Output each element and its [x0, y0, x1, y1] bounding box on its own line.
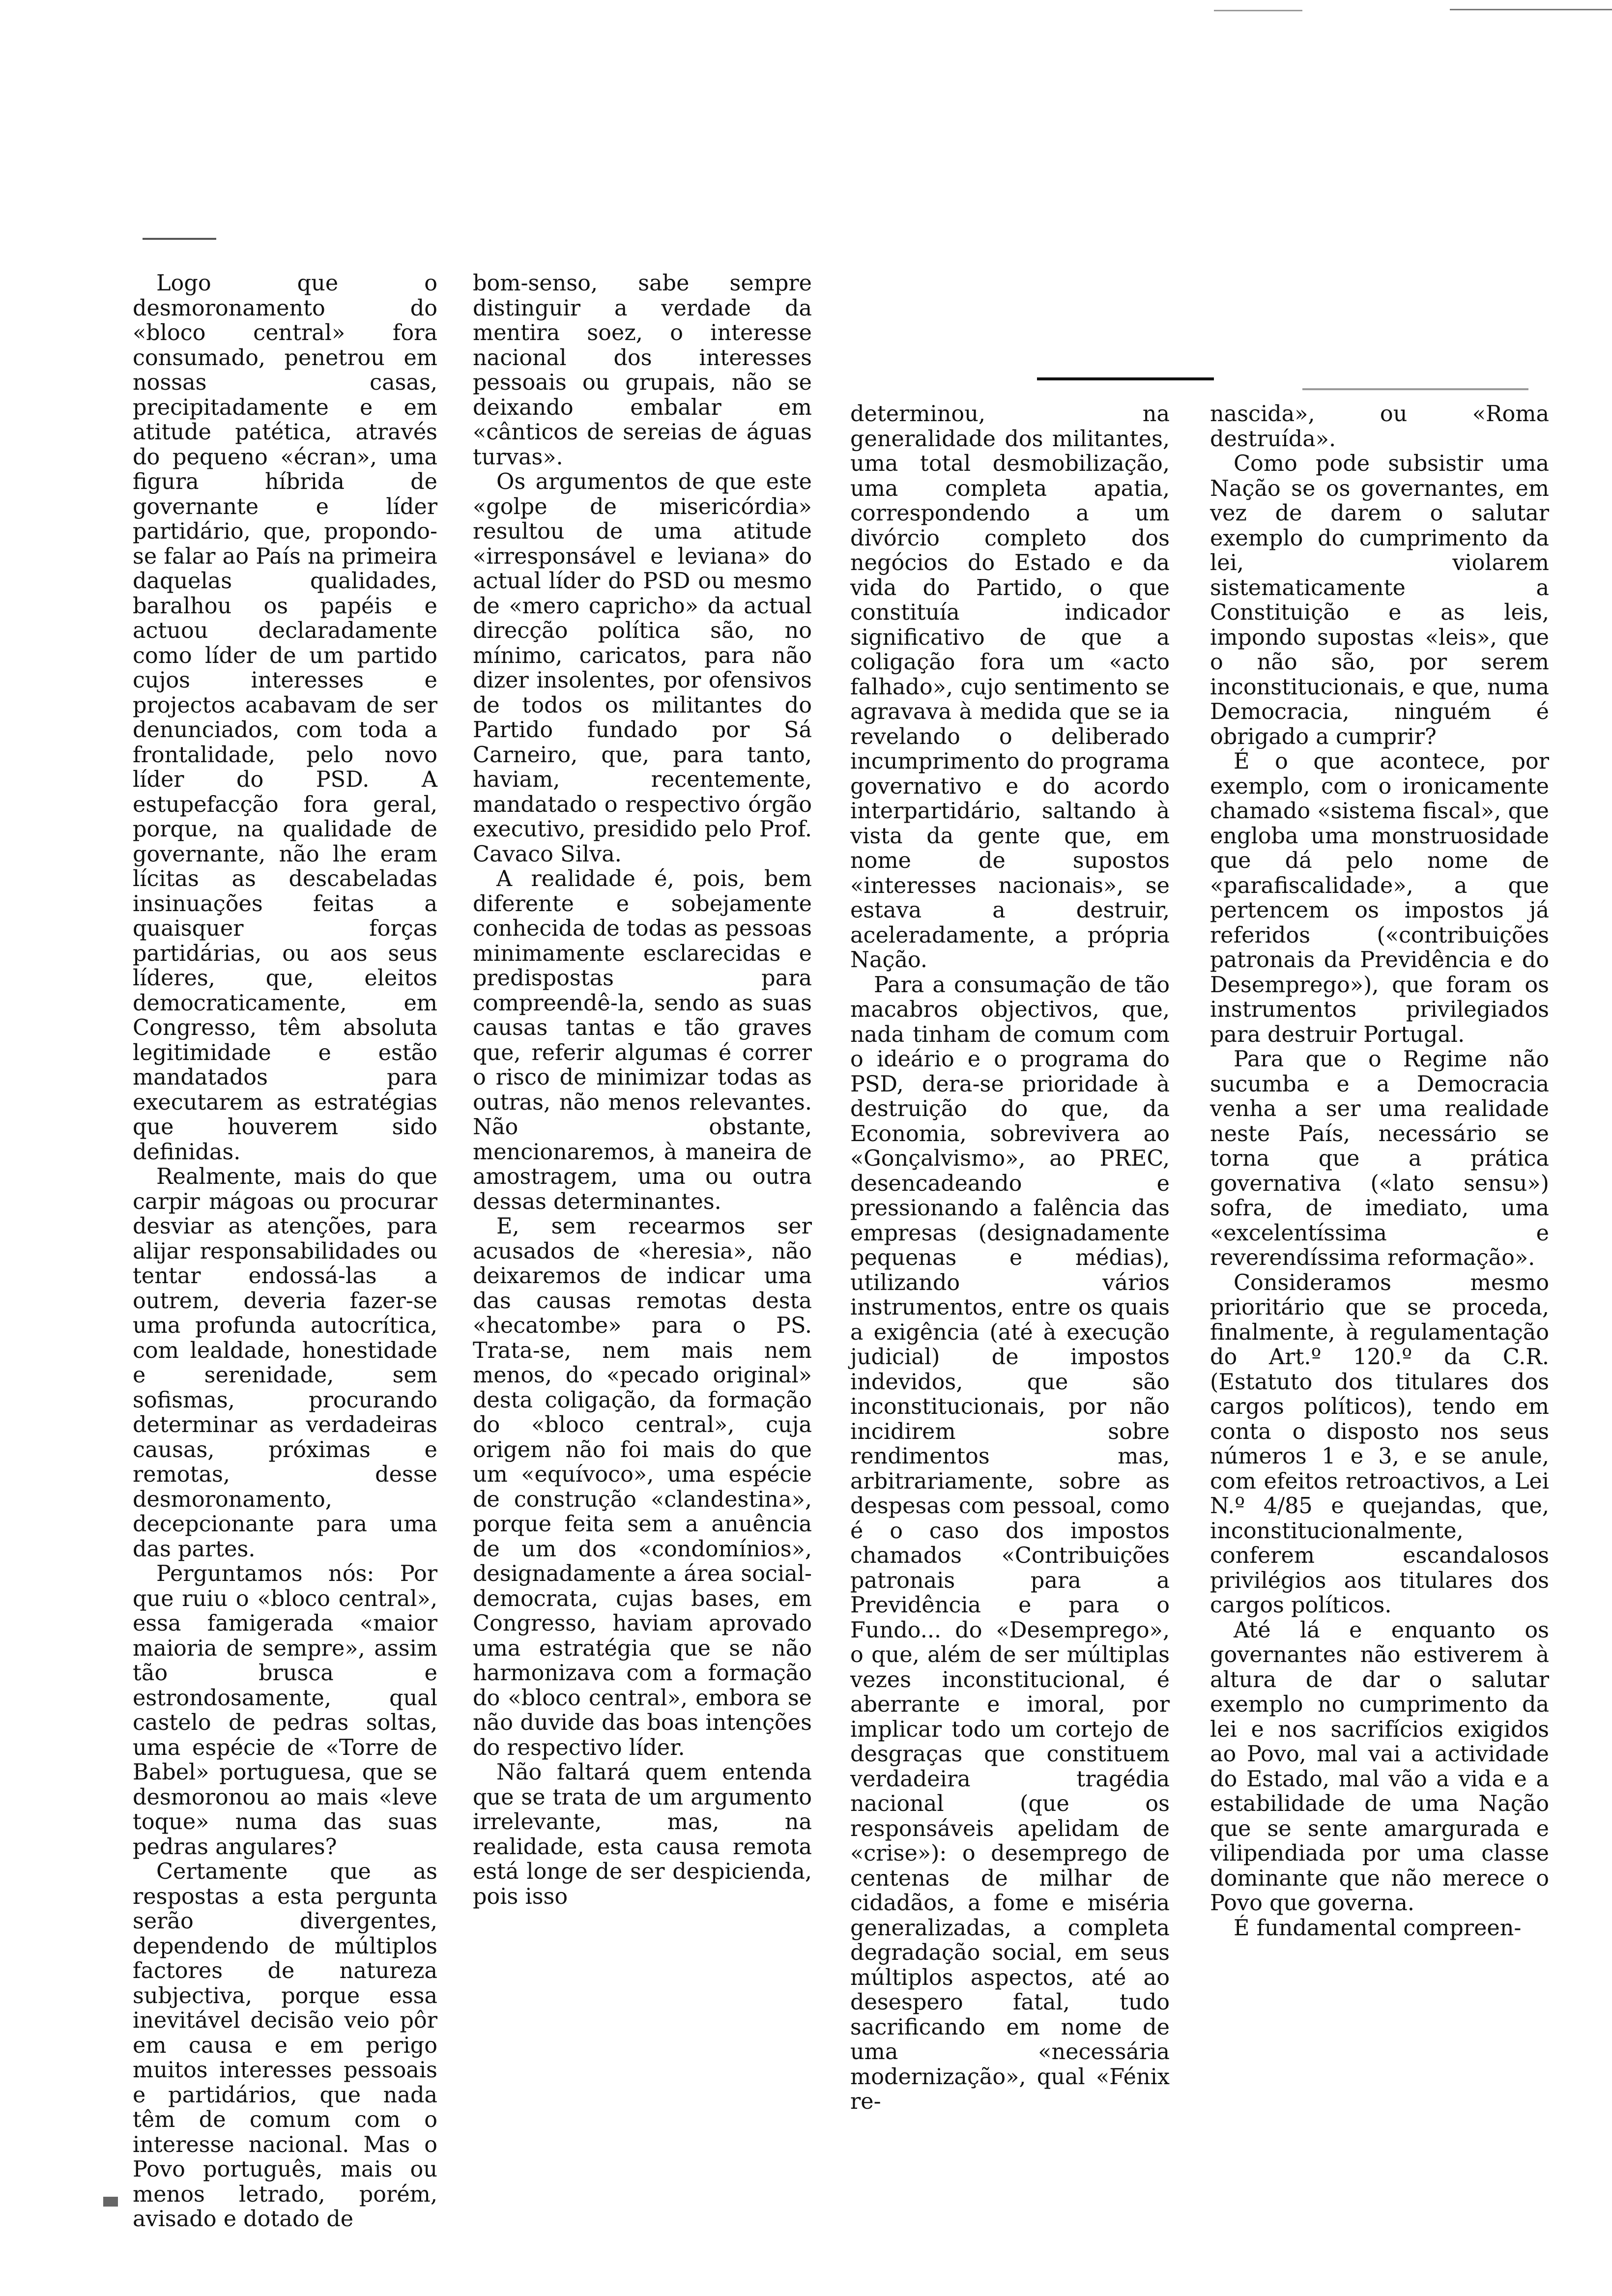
paragraph: Para a consumação de tão macabros objectivos, que, nada tinham de comum com o ideário e o programa do PSD, dera-se prioridade à destruição do que, da Economia, sobrevivera ao «Gonçalvismo», ao PREC, desencadeando e pressionando a falência das empresas (designadamente pequenas e médias), utilizando vários instrumentos, entre os quais a exigência (até à execução judicial) de impostos indevidos, que são inconstitucionais, por não incidirem sobre rendimentos mas, arbitrariamente, sobre as despesas com pessoal, como é o caso dos impostos chamados «Contribuições patronais para a Previdência e para o Fundo... do «Desemprego», o que, além de ser múltiplas vezes inconstitucional, é aberrante e imoral, por implicar todo um cortejo de desgraças que constituem verdadeira tragédia nacional (que os responsáveis apelidam de «crise»): o desemprego de centenas de milhar de cidadãos, a fome e miséria generalizadas, a completa degradação social, em seus múltiplos aspectos, até ao desespero fatal, tudo sacrificando em nome de uma «necessária modernização», qual «Fénix re- [850, 972, 1170, 2114]
scan-edge-line-2 [1214, 10, 1302, 11]
paragraph: É o que acontece, por exemplo, com o ironicamente chamado «sistema fiscal», que engloba uma monstruosidade que dá pelo nome de «parafiscalidade», a que pertencem os impostos já referidos («contribuições patronais da Previdência e do Desemprego»), que foram os instrumentos privilegiados para destruir Portugal. [1210, 749, 1549, 1047]
article-column-3 [850, 402, 1170, 2115]
paragraph: Para que o Regime não sucumba e a Democracia venha a ser uma realidade neste País, necessário se torna que a prática governativa («lato sensu») sofra, de imediato, uma «excelentíssima e reverendíssima reformação». [1210, 1047, 1549, 1270]
article-column-2 [473, 271, 812, 1909]
paragraph: Como pode subsistir uma Nação se os governantes, em vez de darem o salutar exemplo do cumprimento da lei, violarem sistematicamente a Constituição e as leis, impondo supostas «leis», que o não são, por serem inconstitucionais, e que, numa Democracia, ninguém é obrigado a cumprir? [1210, 451, 1549, 749]
scan-smudge [143, 238, 216, 240]
paragraph-continued: determinou, na generalidade dos militantes, uma total desmobilização, uma completa apatia, correspondendo a um divórcio completo dos negócios do Estado e da vida do Partido, o que constituía indicador significativo de que a coligação fora um «acto falhado», cujo sentimento se agravava à medida que se ia revelando o deliberado incumprimento do programa governativo e do acordo interpartidário, saltando à vista da gente que, em nome de supostos «interesses nacionais», se estava a destruir, aceleradamente, a própria Nação. [850, 402, 1170, 973]
paragraph: A realidade é, pois, bem diferente e sobejamente conhecida de todas as pessoas minimamente esclarecidas e predispostas para compreendê-la, sendo as suas causas tantas e tão graves que, referir algumas é correr o risco de minimizar todas as outras, não menos relevantes. Não obstante, mencionaremos, à maneira de amostragem, uma ou outra dessas determinantes. [473, 866, 812, 1214]
column-separator-rule [1037, 377, 1214, 380]
paragraph: Certamente que as respostas a esta pergunta serão divergentes, dependendo de múltiplos factores de natureza subjectiva, porque essa inevitável decisão veio pôr em causa e em perigo muitos interesses pessoais e partidários, que nada têm de comum com o interesse nacional. Mas o Povo português, mais ou menos letrado, porém, avisado e dotado de [133, 1859, 437, 2232]
scan-smudge-3 [103, 2197, 118, 2207]
paragraph: Não faltará quem entenda que se trata de um argumento irrelevante, mas, na realidade, esta causa remota está longe de ser despicienda, pois isso [473, 1760, 812, 1909]
article-column-1 [133, 271, 437, 2232]
paragraph: Os argumentos de que este «golpe de misericórdia» resultou de uma atitude «irresponsável e leviana» do actual líder do PSD ou mesmo de «mero capricho» da actual direcção política são, no mínimo, caricatos, para não dizer insolentes, por ofensivos de todos os militantes do Partido fundado por Sá Carneiro, que, para tanto, haviam, recentemente, mandatado o respectivo órgão executivo, presidido pelo Prof. Cavaco Silva. [473, 469, 812, 867]
paragraph: Realmente, mais do que carpir mágoas ou procurar desviar as atenções, para alijar responsabilidades ou tentar endossá-las a outrem, deveria fazer-se uma profunda autocrítica, com lealdade, honestidade e serenidade, sem sofismas, procurando determinar as verdadeiras causas, próximas e remotas, desse desmoronamento, decepcionante para uma das partes. [133, 1164, 437, 1562]
scan-edge-line [1450, 9, 1612, 10]
paragraph: É fundamental compreen- [1234, 1915, 1522, 1941]
article-column-4 [1210, 402, 1549, 1941]
paragraph: Até lá e enquanto os governantes não estiverem à altura de dar o salutar exemplo no cumprimento da lei e nos sacrifícios exigidos ao Povo, mal vai a actividade do Estado, mal vão a vida e a estabilidade de uma Nação que se sente amargurada e vilipendiada por uma classe dominante que não merece o Povo que governa. [1210, 1617, 1549, 1916]
paragraph-continued: bom-senso, sabe sempre distinguir a verdade da mentira soez, o interesse nacional dos interesses pessoais ou grupais, não se deixando embalar em «cânticos de sereias de águas turvas». [473, 271, 812, 470]
paragraph: Logo que o desmoronamento do «bloco central» fora consumado, penetrou em nossas casas, precipitadamente e em atitude patética, através do pequeno «écran», uma figura híbrida de governante e líder partidário, que, propondo-se falar ao País na primeira daquelas qualidades, baralhou os papéis e actuou declaradamente como líder de um partido cujos interesses e projectos acabavam de ser denunciados, com toda a frontalidade, pelo novo líder do PSD. A estupefacção fora geral, porque, na qualidade de governante, não lhe eram lícitas as descabeladas insinuações feitas a quaisquer forças partidárias, ou aos seus líderes, que, eleitos democraticamente, em Congresso, têm absoluta legitimidade e estão mandatados para executarem as estratégias que houverem sido definidas. [133, 271, 437, 1165]
paragraph: Perguntamos nós: Por que ruiu o «bloco central», essa famigerada «maior maioria de sempre», assim tão brusca e estrondosamente, qual castelo de pedras soltas, uma espécie de «Torre de Babel» portuguesa, que se desmoronou ao mais «leve toque» numa das suas pedras angulares? [133, 1561, 437, 1860]
paragraph: E, sem recearmos ser acusados de «heresia», não deixaremos de indicar uma das causas remotas desta «hecatombe» para o PS. Trata-se, nem mais nem menos, do «pecado original» desta coligação, da formação do «bloco central», cuja origem não foi mais do que um «equívoco», uma espécie de construção «clandestina», porque feita sem a anuência de um dos «condomínios», designadamente a área social-democrata, cujas bases, em Congresso, haviam aprovado uma estratégia que se não harmonizava com a formação do «bloco central», embora se não duvide das boas intenções do respectivo líder. [473, 1214, 812, 1760]
scan-smudge-2 [1302, 388, 1528, 390]
paragraph-continued: nascida», ou «Roma destruída». [1210, 402, 1549, 452]
paragraph: Consideramos mesmo prioritário que se proceda, finalmente, à regulamentação do Art.º 120.º da C.R. (Estatuto dos titulares dos cargos políticos), tendo em conta o disposto nos seus números 1 e 3, e se anule, com efeitos retroactivos, a Lei N.º 4/85 e quejandas, que, inconstitucionalmente, conferem escandalosos privilégios aos titulares dos cargos políticos. [1210, 1270, 1549, 1618]
